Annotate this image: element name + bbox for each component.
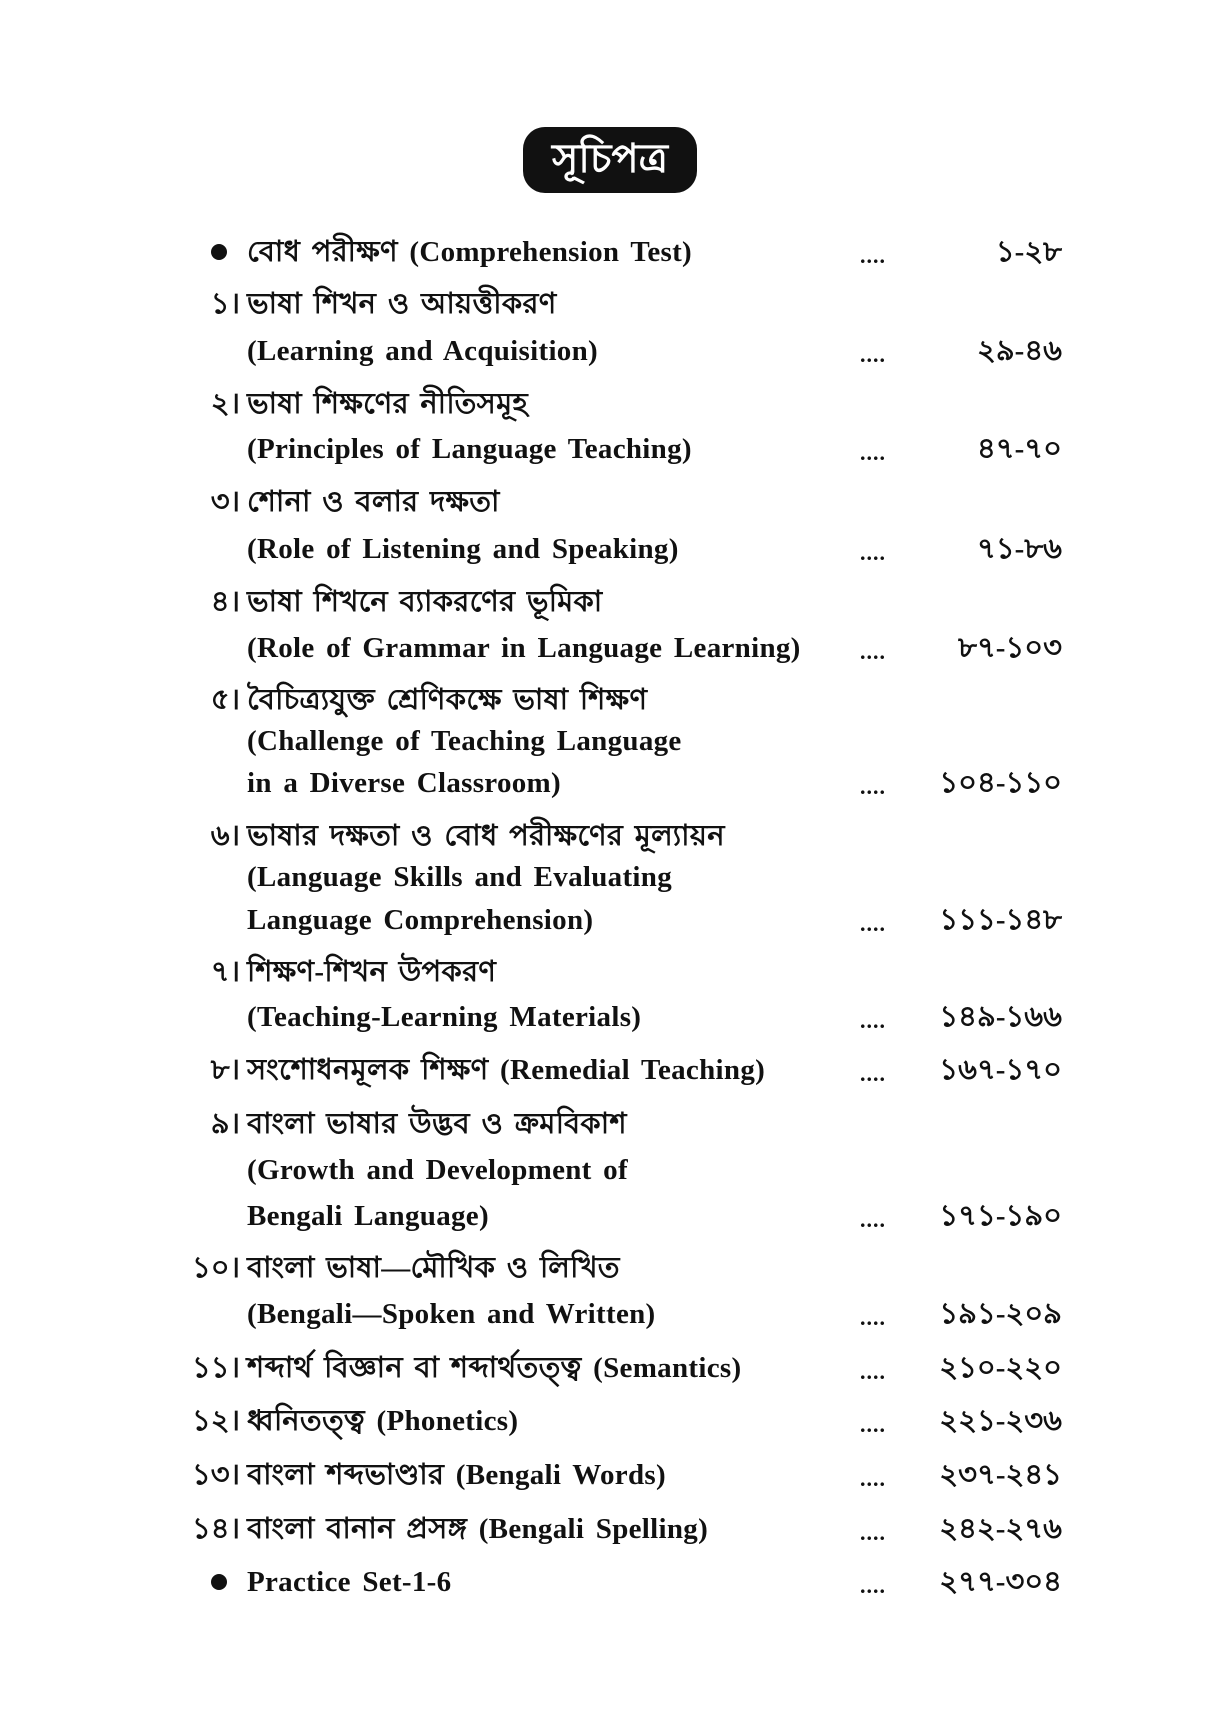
page-range: ১৪৯-১৬৬ (939, 1001, 1062, 1033)
entry-title-line: (Bengali—Spoken and Written) (247, 1298, 656, 1330)
page-range: ১৬৭-১৭০ (939, 1054, 1062, 1086)
leader-dots: .... (860, 1008, 886, 1033)
entry-title-line: (Role of Listening and Speaking) (247, 533, 679, 565)
leader-dots: .... (860, 342, 886, 367)
leader-dots: .... (860, 1305, 886, 1330)
entry-number: ৮। (210, 1054, 240, 1086)
leader-dots: .... (860, 1359, 886, 1384)
entry-title-line: in a Diverse Classroom) (247, 767, 561, 799)
entry-title-line: (Language Skills and Evaluating (247, 861, 673, 893)
entry-title-line: শিক্ষণ-শিখন উপকরণ (247, 956, 497, 988)
page-range: ৮৭-১০৩ (958, 632, 1062, 664)
entry-number: ১। (210, 288, 240, 320)
entry-number: ১২। (191, 1405, 240, 1437)
page-range: ১৯১-২০৯ (939, 1298, 1062, 1330)
entry-title-line: (Principles of Language Teaching) (247, 433, 692, 465)
entry-title-line: বাংলা বানান প্রসঙ্গ (Bengali Spelling) (247, 1513, 709, 1545)
leader-dots: .... (860, 440, 886, 465)
entry-title-line: Practice Set-1-6 (247, 1566, 452, 1598)
leader-dots: .... (860, 1520, 886, 1545)
entry-title-line: ভাষার দক্ষতা ও বোধ পরীক্ষণের মূল্যায়ন (247, 820, 725, 852)
entry-number: ৯। (210, 1108, 240, 1140)
leader-dots: .... (860, 774, 886, 799)
entry-number: ৪। (210, 586, 240, 618)
entry-title-line: (Growth and Development of (247, 1154, 628, 1186)
entry-title-line: বাংলা ভাষা—মৌখিক ও লিখিত (247, 1252, 620, 1284)
entry-number: ৫। (210, 684, 240, 716)
page-range: ২৪২-২৭৬ (939, 1513, 1062, 1545)
entry-number: ৬। (210, 820, 240, 852)
page-range: ২৭৭-৩০৪ (939, 1566, 1062, 1598)
entry-title-line: শোনা ও বলার দক্ষতা (247, 486, 500, 518)
leader-dots: .... (860, 911, 886, 936)
page-range: ২৩৭-২৪১ (939, 1459, 1062, 1491)
leader-dots: .... (860, 1061, 886, 1086)
page-range: ২১০-২২০ (939, 1352, 1062, 1384)
entry-title-line: (Role of Grammar in Language Learning) (247, 632, 801, 664)
leader-dots: .... (860, 1573, 886, 1598)
entry-title-line: ভাষা শিক্ষণের নীতিসমূহ (247, 388, 529, 420)
page-range: ২৯-৪৬ (976, 335, 1062, 367)
entry-title-line: শব্দার্থ বিজ্ঞান বা শব্দার্থতত্ত্ব (Semantics) (247, 1352, 742, 1384)
entry-title-line: (Challenge of Teaching Language (247, 725, 682, 757)
page-title: সূচিপত্র (523, 127, 697, 193)
entry-title-line: (Teaching-Learning Materials) (247, 1001, 642, 1033)
page-range: ৭১-৮৬ (976, 533, 1062, 565)
leader-dots: .... (860, 1207, 886, 1232)
leader-dots: .... (860, 540, 886, 565)
entry-title-line: বাংলা শব্দভাণ্ডার (Bengali Words) (247, 1459, 666, 1491)
entry-title-line: (Learning and Acquisition) (247, 335, 598, 367)
entry-number: ১৪। (191, 1513, 240, 1545)
entry-number: ১০। (191, 1252, 240, 1284)
page-range: ২২১-২৩৬ (939, 1405, 1062, 1437)
entry-number: ৩। (210, 486, 240, 518)
entry-number: ৭। (210, 956, 240, 988)
leader-dots: .... (860, 639, 886, 664)
entry-title-line: ভাষা শিখনে ব্যাকরণের ভূমিকা (247, 586, 603, 618)
leader-dots: .... (860, 243, 886, 268)
leader-dots: .... (860, 1412, 886, 1437)
entry-number: ২। (210, 388, 240, 420)
entry-number: ১১। (191, 1352, 240, 1384)
page-range: ১৭১-১৯০ (939, 1200, 1062, 1232)
bullet-icon (211, 1574, 227, 1590)
bullet-icon (211, 244, 227, 260)
entry-title-line: বৈচিত্র্যযুক্ত শ্রেণিকক্ষে ভাষা শিক্ষণ (247, 684, 648, 716)
entry-title-line: বোধ পরীক্ষণ (Comprehension Test) (247, 236, 693, 268)
page-range: ১-২৮ (995, 236, 1062, 268)
page-range: ৪৭-৭০ (976, 433, 1062, 465)
entry-title-line: ধ্বনিতত্ত্ব (Phonetics) (247, 1405, 519, 1437)
page-range: ১০৪-১১০ (939, 767, 1062, 799)
entry-number: ১৩। (191, 1459, 240, 1491)
entry-title-line: Bengali Language) (247, 1200, 489, 1232)
entry-title-line: সংশোধনমূলক শিক্ষণ (Remedial Teaching) (247, 1054, 766, 1086)
leader-dots: .... (860, 1466, 886, 1491)
page-range: ১১১-১৪৮ (939, 904, 1062, 936)
entry-title-line: ভাষা শিখন ও আয়ত্তীকরণ (247, 288, 557, 320)
entry-title-line: বাংলা ভাষার উদ্ভব ও ক্রমবিকাশ (247, 1108, 627, 1140)
entry-title-line: Language Comprehension) (247, 904, 594, 936)
